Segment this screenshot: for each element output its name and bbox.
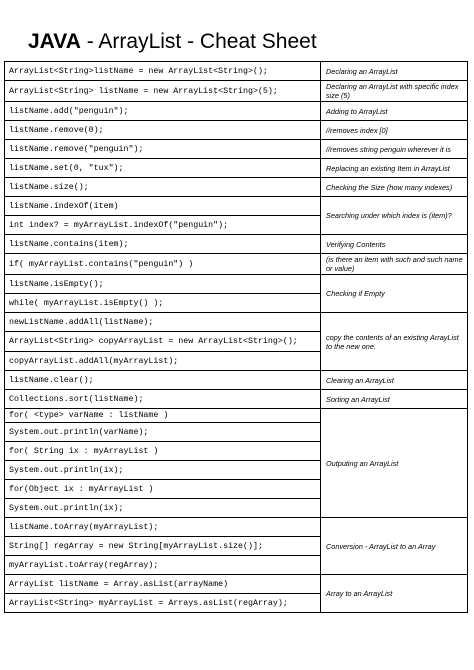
table-row [5, 178, 468, 197]
page-title [28, 30, 317, 54]
code-cell: listName.remove("penguin"); [5, 140, 321, 159]
description-cell: Declaring an ArrayList [321, 62, 468, 81]
title-rest: - ArrayList - Cheat Sheet [80, 30, 317, 53]
code-cell: System.out.println(ix); [5, 499, 321, 518]
description-cell: (is there an item with such and such name or value) [321, 254, 468, 275]
table-row [5, 81, 468, 102]
code-cell: copyArrayList.addAll(myArrayList); [5, 352, 321, 371]
code-cell: listName.add("penguin"); [5, 102, 321, 121]
description-cell: Clearing an ArrayList [321, 371, 468, 390]
description-cell: Searching under which index is (item)? [321, 197, 468, 235]
table-row [5, 409, 468, 423]
table-row [5, 62, 468, 81]
code-cell: ArrayList listName = Array.asList(arrayName) [5, 575, 321, 594]
code-cell: ArrayList<String> myArrayList = Arrays.asList(regArray); [5, 594, 321, 613]
table-row [5, 313, 468, 332]
code-cell: myArrayList.toArray(regArray); [5, 556, 321, 575]
table-row [5, 371, 468, 390]
description-cell: Declaring an ArrayList with specific index size (5) [321, 81, 468, 102]
cheat-sheet-body [5, 62, 468, 613]
code-cell: listName.indexOf(item) [5, 197, 321, 216]
code-cell: newListName.addAll(listName); [5, 313, 321, 332]
code-cell: ArrayList<String>listName = new ArrayList<String>(); [5, 62, 321, 81]
description-cell: Sorting an ArrayList [321, 390, 468, 409]
code-cell: listName.clear(); [5, 371, 321, 390]
code-cell: ArrayList<String> copyArrayList = new ArrayList<String>(); [5, 332, 321, 352]
description-cell: copy the contents of an existing ArrayList to the new one. [321, 313, 468, 371]
code-cell: System.out.println(ix); [5, 461, 321, 480]
code-cell: listName.set(0, "tux"); [5, 159, 321, 178]
description-cell: //removes string penguin wherever it is [321, 140, 468, 159]
code-cell: for( <type> varName : listName ) [5, 409, 321, 423]
code-cell: ArrayList<String> listName = new ArrayList<String>(5); [5, 81, 321, 102]
description-cell: Conversion - ArrayList to an Array [321, 518, 468, 575]
table-row [5, 275, 468, 294]
code-cell: for(Object ix : myArrayList ) [5, 480, 321, 499]
code-cell: listName.remove(0); [5, 121, 321, 140]
code-cell: listName.contains(item); [5, 235, 321, 254]
table-row [5, 390, 468, 409]
code-cell: Collections.sort(listName); [5, 390, 321, 409]
code-cell: if( myArrayList.contains("penguin") ) [5, 254, 321, 275]
code-cell: listName.size(); [5, 178, 321, 197]
description-cell: Adding to ArrayList [321, 102, 468, 121]
description-cell: //removes index [0] [321, 121, 468, 140]
table-row [5, 575, 468, 594]
table-row [5, 197, 468, 216]
table-row [5, 254, 468, 275]
description-cell: Checking the Size (how many indexes) [321, 178, 468, 197]
code-cell: listName.isEmpty(); [5, 275, 321, 294]
code-cell: String[] regArray = new String[myArrayList.size()]; [5, 537, 321, 556]
table-row [5, 235, 468, 254]
table-row [5, 159, 468, 178]
code-cell: listName.toArray(myArrayList); [5, 518, 321, 537]
table-row [5, 140, 468, 159]
table-row [5, 518, 468, 537]
table-row [5, 121, 468, 140]
cheat-sheet-table [4, 61, 468, 613]
description-cell: Checking if Empty [321, 275, 468, 313]
description-cell: Verifying Contents [321, 235, 468, 254]
code-cell: System.out.println(varName); [5, 423, 321, 442]
code-cell: while( myArrayList.isEmpty() ); [5, 294, 321, 313]
description-cell: Outputing an ArrayList [321, 409, 468, 518]
description-cell: Array to an ArrayList [321, 575, 468, 613]
code-cell: int index? = myArrayList.indexOf("penguin"); [5, 216, 321, 235]
code-cell: for( String ix : myArrayList ) [5, 442, 321, 461]
table-row [5, 102, 468, 121]
title-bold: JAVA [28, 30, 81, 53]
description-cell: Replacing an existing Item in ArrayList [321, 159, 468, 178]
